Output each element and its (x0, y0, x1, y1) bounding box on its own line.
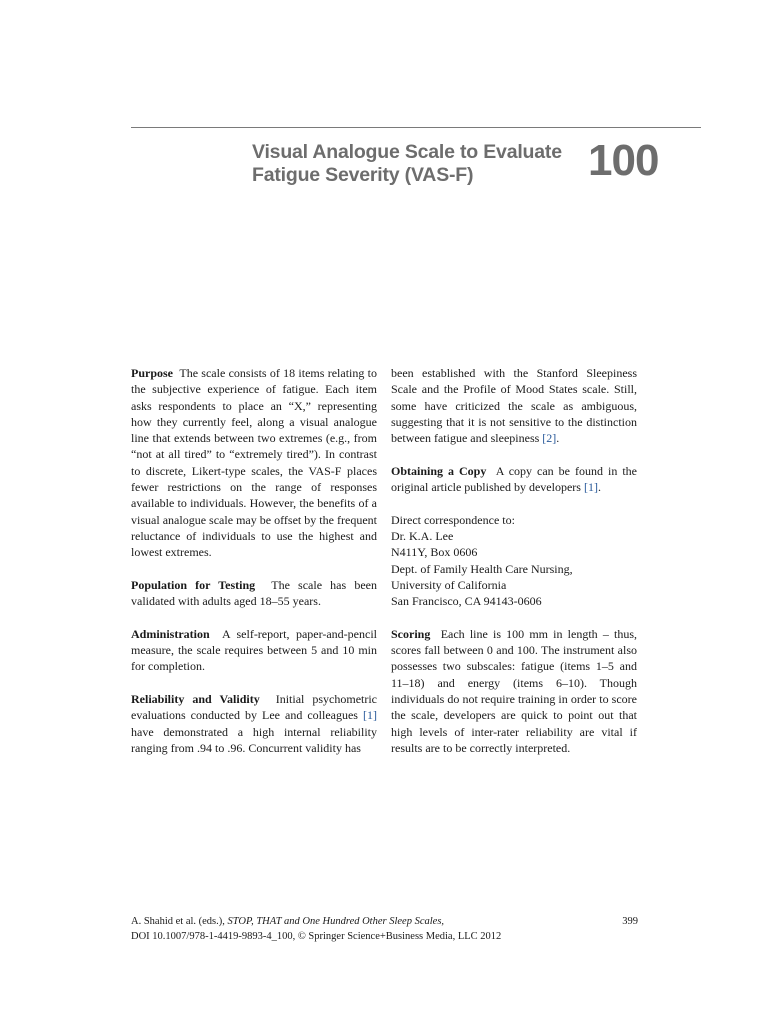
reliability-heading: Reliability and Validity (131, 691, 260, 706)
page-number: 399 (622, 916, 638, 927)
left-column (131, 365, 377, 756)
obtaining-heading: Obtaining a Copy (391, 463, 487, 478)
right-column (391, 365, 637, 772)
scoring-heading: Scoring (391, 626, 431, 641)
obtaining-text: A copy can be found in the original article published by developers (391, 463, 637, 495)
correspondence-intro: Direct correspondence to: (391, 512, 515, 527)
chapter-title-line-1: Visual Analogue Scale to Evaluate (252, 141, 562, 163)
reference-link-1[interactable]: [1] (363, 708, 377, 723)
address-line-dept: Dept. of Family Health Care Nursing, (391, 561, 573, 576)
reliability-text-end: have demonstrated a high internal reliability ranging from .94 to .96. Concurrent validity has (131, 724, 377, 755)
address-line-university: University of California (391, 577, 507, 592)
footer-citation-prefix: A. Shahid et al. (eds.), (131, 916, 225, 927)
address-line-city: San Francisco, CA 94143-0606 (391, 594, 542, 609)
chapter-title (252, 141, 572, 187)
population-paragraph (131, 577, 377, 610)
address-line-name: Dr. K.A. Lee (391, 528, 454, 543)
top-rule (131, 127, 701, 128)
footer-doi: DOI 10.1007/978-1-4419-9893-4_100, © Springer Science+Business Media, LLC 2012 (131, 931, 502, 942)
purpose-paragraph (131, 365, 377, 561)
population-heading: Population for Testing (131, 577, 256, 592)
scoring-text: Each line is 100 mm in length – thus, scores fall between 0 and 100. The instrument also possesses two subscales: fatigue (items 1–5 and 11–18) and energy (items 6–10). Though individuals do not require training in order to score the scale, developers are quick to point out that high levels of inter-rater reliability are vital if results are to be correctly interpreted. (391, 626, 638, 755)
administration-heading: Administration (131, 626, 210, 641)
obtaining-paragraph (391, 463, 637, 496)
reliability-continued-end: . (556, 431, 560, 446)
population-text: The scale has been validated with adults aged 18–55 years. (131, 577, 377, 609)
purpose-text: The scale consists of 18 items relating to the subjective experience of fatigue. Each item asks respondents to place an “X,” representing how they currently feel, along a visual analogue line that extends between two extremes (e.g., from “not at all tired” to “extremely tired”). In contrast to discrete, Likert-type scales, the VAS-F places fewer restrictions on the range of responses available to individuals. However, the benefits of a visual analogue scale may be offset by the frequent reluctance of individuals to use the highest and lowest extremes. (131, 366, 377, 560)
purpose-heading: Purpose (131, 366, 173, 380)
reliability-continued-paragraph (391, 365, 637, 446)
chapter-number: 100 (588, 136, 659, 185)
scoring-paragraph (391, 626, 637, 756)
reliability-paragraph (131, 691, 377, 756)
reference-link-2[interactable]: [2] (542, 431, 557, 446)
address-line-box: N411Y, Box 0606 (391, 545, 478, 560)
administration-paragraph (131, 626, 377, 675)
reliability-text: Initial psychometric evaluations conducted by Lee and colleagues (131, 691, 378, 723)
administration-text: A self-report, paper-and-pencil measure, the scale requires between 5 and 10 min for completion. (131, 626, 377, 674)
footer-book-title: STOP, THAT and One Hundred Other Sleep Scales, (227, 916, 445, 927)
obtaining-text-end: . (597, 480, 601, 495)
reliability-continued-text: been established with the Stanford Sleepiness Scale and the Profile of Mood States scale. Still, some have criticized the scale as ambiguous, suggesting that it is not sensitive to the distinction between fatigue and sleepiness (391, 366, 637, 446)
page-footer (131, 914, 638, 944)
correspondence-address (391, 512, 637, 610)
reference-link-3[interactable]: [1] (583, 480, 598, 495)
footer-citation (131, 914, 638, 929)
chapter-title-line-2: Fatigue Severity (VAS-F) (252, 164, 474, 186)
